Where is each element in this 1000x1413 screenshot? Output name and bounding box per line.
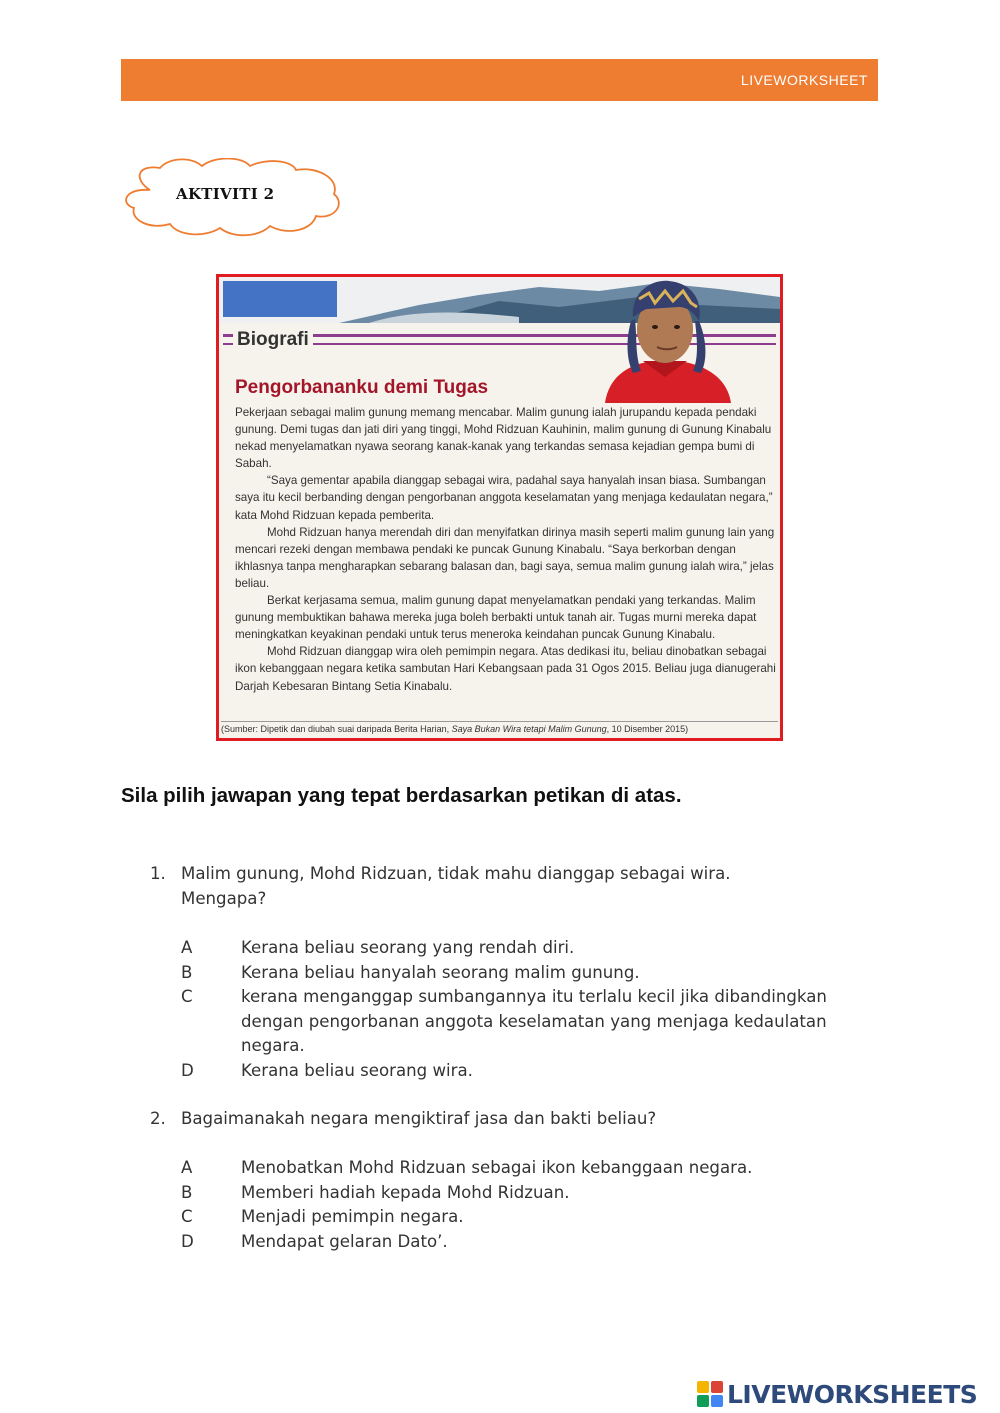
option-text: Menjadi pemimpin negara. bbox=[241, 1207, 464, 1226]
blue-block bbox=[223, 281, 337, 317]
liveworksheets-logo bbox=[697, 1377, 977, 1411]
option-letter: B bbox=[181, 962, 193, 982]
header-bar bbox=[121, 59, 878, 101]
question-2 bbox=[150, 1107, 850, 1257]
logo-text: LIVEWORKSHEETS bbox=[727, 1379, 978, 1409]
header-brand: LIVEWORKSHEET bbox=[740, 72, 868, 88]
biography-title: Pengorbananku demi Tugas bbox=[235, 377, 489, 398]
biography-paragraph: “Saya gementar apabila dianggap sebagai wira, padahal saya hanyalah insan biasa. Sumbangan saya itu kecil berbanding dengan pengorbanan anggota keselamatan yang menjaga kedaulatan negara,” kata Mohd Ridzuan kepada pemberita. bbox=[235, 474, 773, 522]
biography-paragraph: Mohd Ridzuan hanya merendah diri dan menyifatkan dirinya masih seperti malim gunung lain yang mencari rezeki dengan membawa pendaki ke puncak Gunung Kinabalu. “Saya berkorban dengan ikhlasnya tanpa mengharapkan sebarang balasan dan, bagi saya, semua malim gunung ialah wira,” jelas beliau. bbox=[235, 525, 775, 590]
climber-photo bbox=[595, 277, 735, 403]
option-letter: D bbox=[181, 1061, 194, 1080]
option-letter: B bbox=[181, 1182, 193, 1202]
option-text: Kerana beliau seorang wira. bbox=[241, 1061, 473, 1080]
option-text: Kerana beliau seorang yang rendah diri. bbox=[241, 938, 575, 957]
biography-paragraph: Pekerjaan sebagai malim gunung memang mencabar. Malim gunung ialah jurupandu kepada pendaki gunung. Demi tugas dan jati diri yang tinggi, Mohd Ridzuan Kauhinin, malim gunung di Gunung Kinabalu nekad menyelamatkan nyawa seorang kanak-kanak yang terkandas semasa kejadian gempa bumi di Sabah. bbox=[235, 406, 772, 471]
option-text: Menobatkan Mohd Ridzuan sebagai ikon kebanggaan negara. bbox=[241, 1158, 753, 1177]
option-text: Memberi hadiah kepada Mohd Ridzuan. bbox=[241, 1182, 570, 1202]
biography-source bbox=[221, 721, 778, 734]
question-number: 2. bbox=[150, 1109, 166, 1128]
option-letter: C bbox=[181, 987, 193, 1006]
question-text: Bagaimanakah negara mengiktiraf jasa dan bakti beliau? bbox=[181, 1109, 657, 1128]
logo-icon bbox=[697, 1381, 723, 1407]
biography-tag: Biografi bbox=[233, 329, 313, 351]
option-letter: A bbox=[181, 938, 193, 957]
option-letter: D bbox=[181, 1231, 194, 1251]
option-letter: C bbox=[181, 1207, 193, 1226]
question-number: 1. bbox=[150, 864, 166, 883]
biography-passage bbox=[216, 274, 783, 741]
question-text: Malim gunung, Mohd Ridzuan, tidak mahu dianggap sebagai wira. Mengapa? bbox=[181, 864, 731, 908]
source-suffix: , 10 Disember 2015) bbox=[606, 724, 689, 734]
source-prefix: (Sumber: Dipetik dan diubah suai daripada Berita Harian, bbox=[221, 724, 452, 734]
instruction-text: Sila pilih jawapan yang tepat berdasarkan petikan di atas. bbox=[121, 784, 682, 807]
activity-label: AKTIVITI 2 bbox=[176, 185, 275, 203]
option-letter: A bbox=[181, 1158, 193, 1177]
option-text: kerana menganggap sumbangannya itu terlalu kecil jika dibandingkan dengan pengorbanan anggota keselamatan yang menjaga kedaulatan negara. bbox=[241, 987, 827, 1055]
biography-paragraph: Mohd Ridzuan dianggap wira oleh pemimpin negara. Atas dedikasi itu, beliau dinobatkan sebagai ikon kebanggaan negara ketika sambutan Hari Kebangsaan pada 31 Ogos 2015. Beliau juga dianugerahi Darjah Kebesaran Bintang Setia Kinabalu. bbox=[235, 645, 776, 693]
option-text: Kerana beliau hanyalah seorang malim gunung. bbox=[241, 962, 640, 982]
source-title: Saya Bukan Wira tetapi Malim Gunung bbox=[451, 724, 607, 734]
question-1 bbox=[150, 862, 850, 1092]
biography-body bbox=[235, 404, 777, 695]
biography-paragraph: Berkat kerjasama semua, malim gunung dapat menyelamatkan pendaki yang terkandas. Malim gunung membuktikan bahawa mereka juga boleh berbakti untuk tanah air. Tugas murni mereka dapat meningkatkan keyakinan pendaki untuk terus meneroka keindahan puncak Gunung Kinabalu. bbox=[235, 594, 757, 642]
option-text: Mendapat gelaran Dato’. bbox=[241, 1231, 448, 1251]
